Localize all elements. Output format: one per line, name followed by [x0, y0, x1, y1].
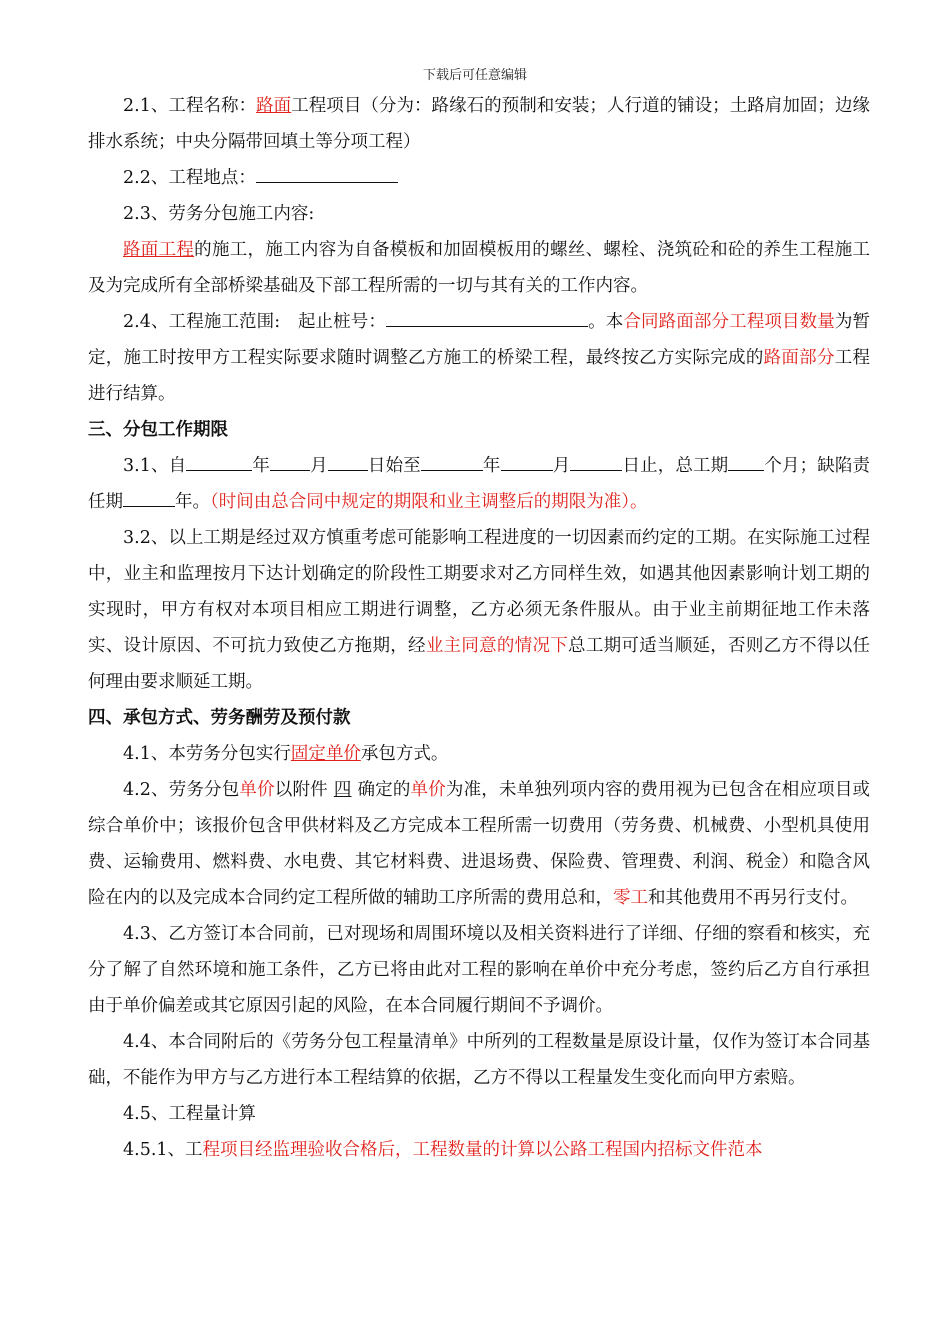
clause-4-3: 4.3、乙方签订本合同前，已对现场和周围环境以及相关资料进行了详细、仔细的察看和核实，充分了解了自然环境和施工条件，乙方已将由此对工程的影响在单价中充分考虑，签约后乙方自行承担由于单价偏差或其它原因引起的风险，在本合同履行期间不予调价。	[88, 924, 870, 1016]
clause-3-1: 3.1、自 年 月 日始至 年 月 日止，总工期 个月；缺陷责任期 年。（时间由总合同中规定的期限和业主调整后的期限为准）。	[88, 456, 871, 512]
clause-2-3: 2.3、劳务分包施工内容:	[123, 204, 315, 224]
clause-4-2: 4.2、劳务分包单价以附件 四 确定的单价为准，未单独列项内容的费用视为已包含在相应项目或综合单价中；该报价包含甲供材料及乙方完成本工程所需一切费用（劳务费、机械费、小型机具使用费、运输费用、燃料费、水电费、其它材料费、进退场费、保险费、管理费、利润、税金）和隐含风险在内的以及完成本合同约定工程所做的辅助工序所需的费用总和，零工和其他费用不再另行支付。	[88, 780, 871, 908]
contract-body	[88, 88, 870, 1168]
clause-2-2: 2.2、工程地点：	[88, 160, 870, 196]
clause-4-5: 4.5、工程量计算	[123, 1104, 256, 1124]
clause-4-1: 4.1、本劳务分包实行固定单价承包方式。	[123, 744, 449, 764]
clause-2-4: 2.4、工程施工范围: 起止桩号： 。本合同路面部分工程项目数量为暂定，施工时按甲方工程实际要求随时调整乙方施工的桥梁工程，最终按乙方实际完成的路面部分工程进行结算。	[88, 312, 871, 404]
clause-2-1: 2.1、工程名称：路面工程项目（分为：路缘石的预制和安装；人行道的铺设；土路肩加固；边缘排水系统；中央分隔带回填土等分项工程）	[88, 96, 871, 152]
section-4-heading: 四、承包方式、劳务酬劳及预付款	[88, 708, 351, 728]
location-blank	[256, 166, 398, 183]
clause-2-3-content: 路面工程的施工，施工内容为自备模板和加固模板用的螺丝、螺栓、浇筑砼和砼的养生工程施工及为完成所有全部桥梁基础及下部工程所需的一切与其有关的工作内容。	[88, 240, 870, 296]
clause-4-4: 4.4、本合同附后的《劳务分包工程量清单》中所列的工程数量是原设计量，仅作为签订本合同基础，不能作为甲方与乙方进行本工程结算的依据，乙方不得以工程量发生变化而向甲方索赔。	[88, 1032, 870, 1088]
clause-3-2: 3.2、以上工期是经过双方慎重考虑可能影响工程进度的一切因素而约定的工期。在实际施工过程中，业主和监理按月下达计划确定的阶段性工期要求对乙方同样生效，如遇其他因素影响计划工期的实现时，甲方有权对本项目相应工期进行调整，乙方必须无条件服从。由于业主前期征地工作未落实、设计原因、不可抗力致使乙方拖期，经业主同意的情况下总工期可适当顺延，否则乙方不得以任何理由要求顺延工期。	[88, 528, 871, 692]
section-3-heading: 三、分包工作期限	[88, 420, 228, 440]
station-range-blank	[386, 310, 588, 327]
project-name-value: 路面	[256, 96, 292, 116]
clause-4-5-1: 4.5.1、工程项目经监理验收合格后，工程数量的计算以公路工程国内招标文件范本	[123, 1140, 763, 1160]
page-header: 下载后可任意编辑	[422, 68, 527, 83]
